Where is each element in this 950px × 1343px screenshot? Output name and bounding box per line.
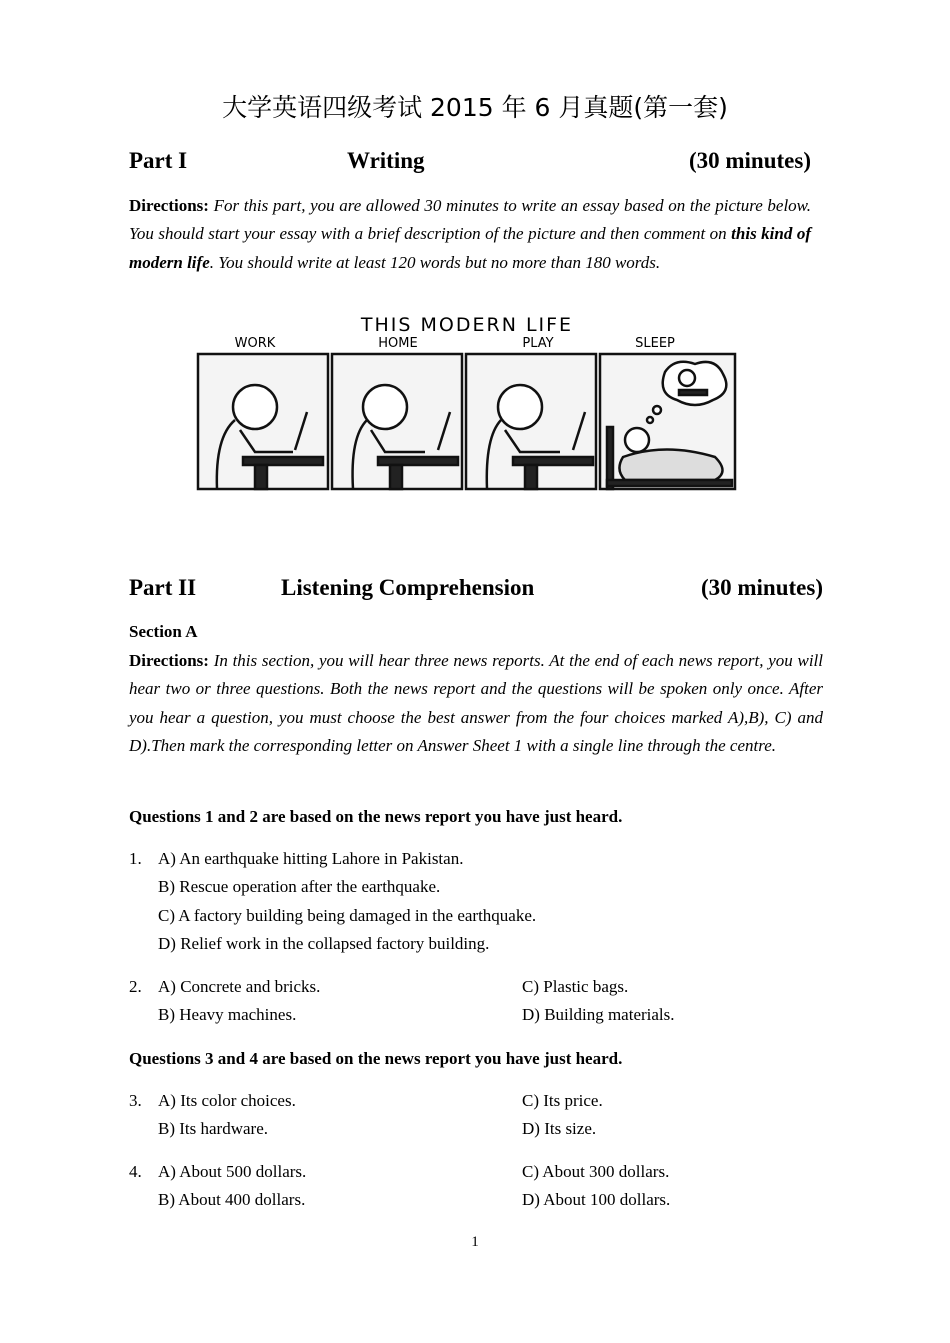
comic-panel-work [198,354,328,489]
part2-directions-label: Directions: [129,651,209,670]
option-d: D) Building materials. [522,1005,675,1024]
part1-directions-label: Directions: [129,196,209,215]
option-c: C) Plastic bags. [522,977,629,996]
questions-group-2-heading: Questions 3 and 4 are based on the news report you have just heard. [129,1049,623,1068]
part1-directions [129,192,811,277]
part1-label: Part I [129,148,188,173]
option-b: B) Its hardware. [158,1119,268,1138]
part1-directions-emphasis: this kind of modern life [129,224,811,272]
option-d: D) About 100 dollars. [522,1190,671,1209]
option-d: D) Relief work in the collapsed factory building. [158,934,490,953]
option-c: C) A factory building being damaged in the earthquake. [158,906,537,925]
option-b: B) Rescue operation after the earthquake. [158,877,441,896]
comic-panel-label: WORK [234,336,276,351]
question-2 [129,973,829,1033]
option-a: A) About 500 dollars. [158,1162,307,1181]
question-1 [129,845,829,960]
part1-time: (30 minutes) [688,148,811,173]
comic-panel-label: HOME [378,336,418,351]
option-d: D) Its size. [522,1119,597,1138]
part1-name: Writing [347,148,425,173]
page-number: 1 [471,1234,479,1250]
comic-title: THIS MODERN LIFE [360,314,574,336]
questions-group-1-heading: Questions 1 and 2 are based on the news report you have just heard. [129,807,623,826]
option-c: C) About 300 dollars. [522,1162,670,1181]
option-b: B) Heavy machines. [158,1005,297,1024]
question-number: 3. [129,1091,142,1110]
part1-directions-text-2: . You should write at least 120 words but no more than 180 words. [209,252,661,272]
modern-life-comic [195,312,740,497]
part2-directions [129,647,823,761]
part2-name: Listening Comprehension [281,575,535,600]
question-number: 1. [129,849,142,868]
comic-panel-label: PLAY [522,336,554,351]
comic-panel-label: SLEEP [635,336,675,351]
comic-panel-sleep [600,354,735,489]
comic-panel-home [332,354,462,489]
section-a-label: Section A [129,622,198,641]
question-4 [129,1158,829,1218]
question-number: 2. [129,977,142,996]
option-a: A) Its color choices. [158,1091,296,1110]
question-3 [129,1087,829,1147]
part2-directions-text: In this section, you will hear three news reports. At the end of each news report, you will hear two or three questions. Both the news report and the questions will be spoken only once. After you hear a question, you must choose the best answer from the four choices marked A),B), C) and D).Then mark the corresponding letter on Answer Sheet 1 with a single line through the centre. [129,651,823,756]
page-title: 大学英语四级考试 2015 年 6 月真题(第一套) [222,93,728,122]
comic-panel-play [466,354,596,489]
option-c: C) Its price. [522,1091,603,1110]
part2-label: Part II [129,575,197,600]
option-b: B) About 400 dollars. [158,1190,306,1209]
part1-directions-text-1: For this part, you are allowed 30 minutes to write an essay based on the picture below. You should start your essay with a brief description of the picture and then comment on [129,196,811,244]
part2-time: (30 minutes) [700,575,823,600]
option-a: A) An earthquake hitting Lahore in Pakistan. [158,849,464,868]
option-a: A) Concrete and bricks. [158,977,321,996]
question-number: 4. [129,1162,142,1181]
